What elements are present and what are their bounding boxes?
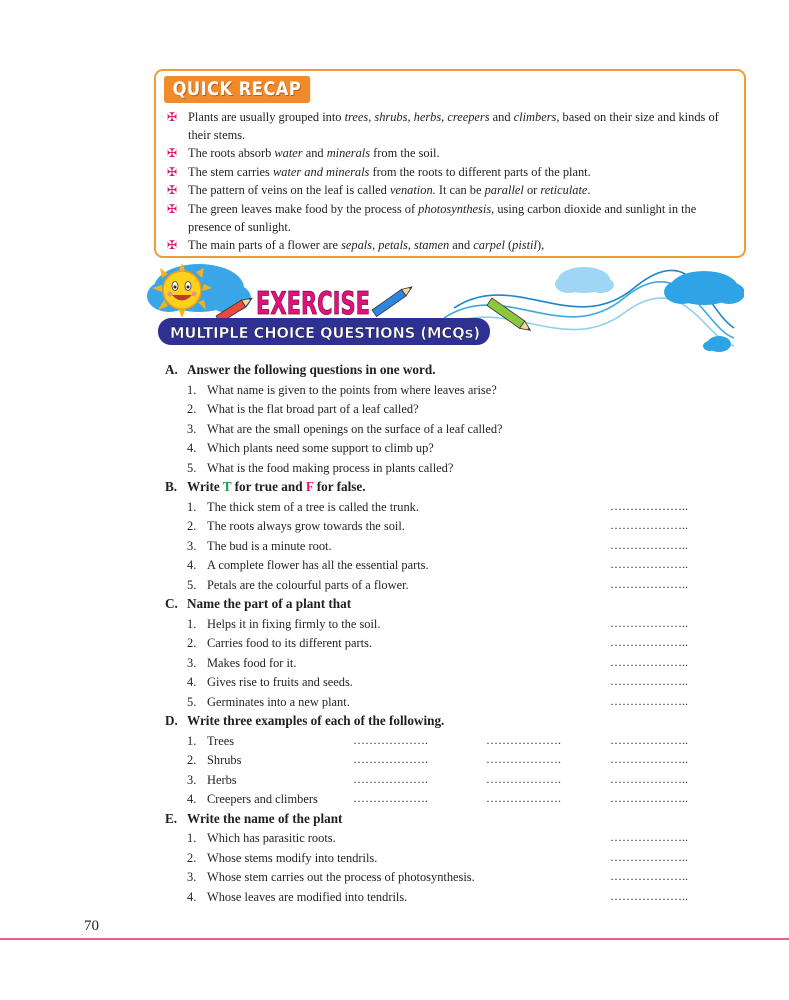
answer-blank[interactable]: ……………….. [610, 752, 688, 766]
question-row: 2. Shrubs [187, 753, 242, 767]
recap-item: ✠ The pattern of veins on the leaf is called venation. It can be parallel or reticulate. [164, 182, 736, 200]
pencil-icon [372, 284, 414, 317]
answer-blank[interactable]: ……………….. [610, 733, 688, 747]
question-row: 5. Germinates into a new plant. [187, 695, 350, 709]
mcq-subtitle-text: MULTIPLE CHOICE QUESTIONS (MCQs) [170, 324, 480, 342]
question-row: 3. Herbs [187, 773, 237, 787]
question-row: 4. Whose leaves are modified into tendrils. [187, 890, 408, 904]
answer-blank[interactable]: ……………….. [610, 655, 688, 669]
cross-bullet-icon: ✠ [167, 110, 178, 124]
quick-recap-list [164, 109, 736, 256]
answer-blank[interactable]: ……………….. [610, 499, 688, 513]
answer-blank[interactable]: ………………. [353, 772, 428, 786]
answer-blank[interactable]: ……………….. [610, 791, 688, 805]
answer-blank[interactable]: ………………. [353, 791, 428, 805]
question-row: 1. Trees [187, 734, 235, 748]
question-row: 1. Which has parasitic roots. [187, 831, 336, 845]
answer-blank[interactable]: ……………….. [610, 869, 688, 883]
recap-item: ✠ The green leaves make food by the process of photosynthesis, using carbon dioxide and sunlight in the presence of sunlight. [167, 201, 697, 234]
answer-blank[interactable]: ………………. [353, 733, 428, 747]
footer-divider [0, 938, 789, 940]
question-row: 4. Which plants need some support to climb up? [187, 441, 434, 455]
question-row: 5. Petals are the colourful parts of a flower. [187, 578, 409, 592]
cross-bullet-icon: ✠ [167, 201, 178, 216]
recap-item: ✠ The main parts of a flower are sepals, petals, stamen and carpel (pistil), [164, 237, 736, 255]
section-e-heading: E. Write the name of the plant [165, 811, 343, 826]
question-row: 3. Makes food for it. [187, 656, 297, 670]
question-row: 2. Carries food to its different parts. [187, 636, 372, 650]
exercise-heading: EXERCISE [256, 286, 370, 322]
answer-blank[interactable]: ……………….. [610, 889, 688, 903]
quick-recap-box [154, 69, 746, 258]
question-row: 2. The roots always grow towards the soil. [187, 519, 405, 533]
answer-blank[interactable]: ……………….. [610, 674, 688, 688]
answer-blank[interactable]: ……………….. [610, 538, 688, 552]
answer-blank[interactable]: ………………. [353, 752, 428, 766]
page-number: 70 [84, 918, 99, 934]
answer-blank[interactable]: ………………. [486, 752, 561, 766]
section-c-heading: C. Name the part of a plant that [165, 596, 352, 611]
recap-item: ✠ The stem carries water and minerals from the roots to different parts of the plant. [164, 164, 736, 182]
answer-blank[interactable]: ………………. [486, 733, 561, 747]
cross-bullet-icon: ✠ [167, 146, 178, 161]
section-a-heading: A. Answer the following questions in one word. [165, 362, 436, 377]
question-row: 3. Whose stem carries out the process of photosynthesis. [187, 870, 475, 884]
question-row: 1. Helps it in fixing firmly to the soil. [187, 617, 381, 631]
cloud-icon [703, 336, 731, 352]
question-row: 1. The thick stem of a tree is called the trunk. [187, 500, 419, 514]
recap-item: ✠ The roots absorb water and minerals from the soil. [164, 145, 736, 163]
cloud-icon [664, 271, 744, 305]
pencil-icon [487, 298, 533, 334]
question-row: 4. A complete flower has all the essential parts. [187, 558, 429, 572]
question-row: 5. What is the food making process in plants called? [187, 461, 454, 475]
section-b-heading: B. Write T for true and F for false. [165, 479, 366, 494]
answer-blank[interactable]: ……………….. [610, 616, 688, 630]
question-row: 4. Creepers and climbers [187, 792, 318, 806]
answer-blank[interactable]: ……………….. [610, 577, 688, 591]
section-d-heading: D. Write three examples of each of the following. [165, 713, 445, 728]
answer-blank[interactable]: ………………. [486, 772, 561, 786]
recap-item: ✠ Plants are usually grouped into trees, shrubs, herbs, creepers and climbers, based on their size and kinds of their stems. [167, 110, 719, 142]
question-row: 1. What name is given to the points from where leaves arise? [187, 383, 497, 397]
question-row: 2. Whose stems modify into tendrils. [187, 851, 378, 865]
question-row: 3. The bud is a minute root. [187, 539, 332, 553]
answer-blank[interactable]: ……………….. [610, 518, 688, 532]
answer-blank[interactable]: ……………….. [610, 772, 688, 786]
cross-bullet-icon: ✠ [167, 238, 178, 253]
question-row: 2. What is the flat broad part of a leaf called? [187, 402, 419, 416]
question-row: 3. What are the small openings on the surface of a leaf called? [187, 422, 503, 436]
answer-blank[interactable]: ……………….. [610, 850, 688, 864]
answer-blank[interactable]: ……………….. [610, 694, 688, 708]
answer-blank[interactable]: ……………….. [610, 635, 688, 649]
answer-blank[interactable]: ………………. [486, 791, 561, 805]
quick-recap-title: QUICK RECAP [164, 76, 310, 103]
cross-bullet-icon: ✠ [167, 183, 178, 198]
question-row: 4. Gives rise to fruits and seeds. [187, 675, 353, 689]
answer-blank[interactable]: ……………….. [610, 557, 688, 571]
cloud-icon [555, 267, 614, 293]
cross-bullet-icon: ✠ [167, 164, 178, 179]
exercise-banner [144, 258, 744, 363]
answer-blank[interactable]: ……………….. [610, 830, 688, 844]
